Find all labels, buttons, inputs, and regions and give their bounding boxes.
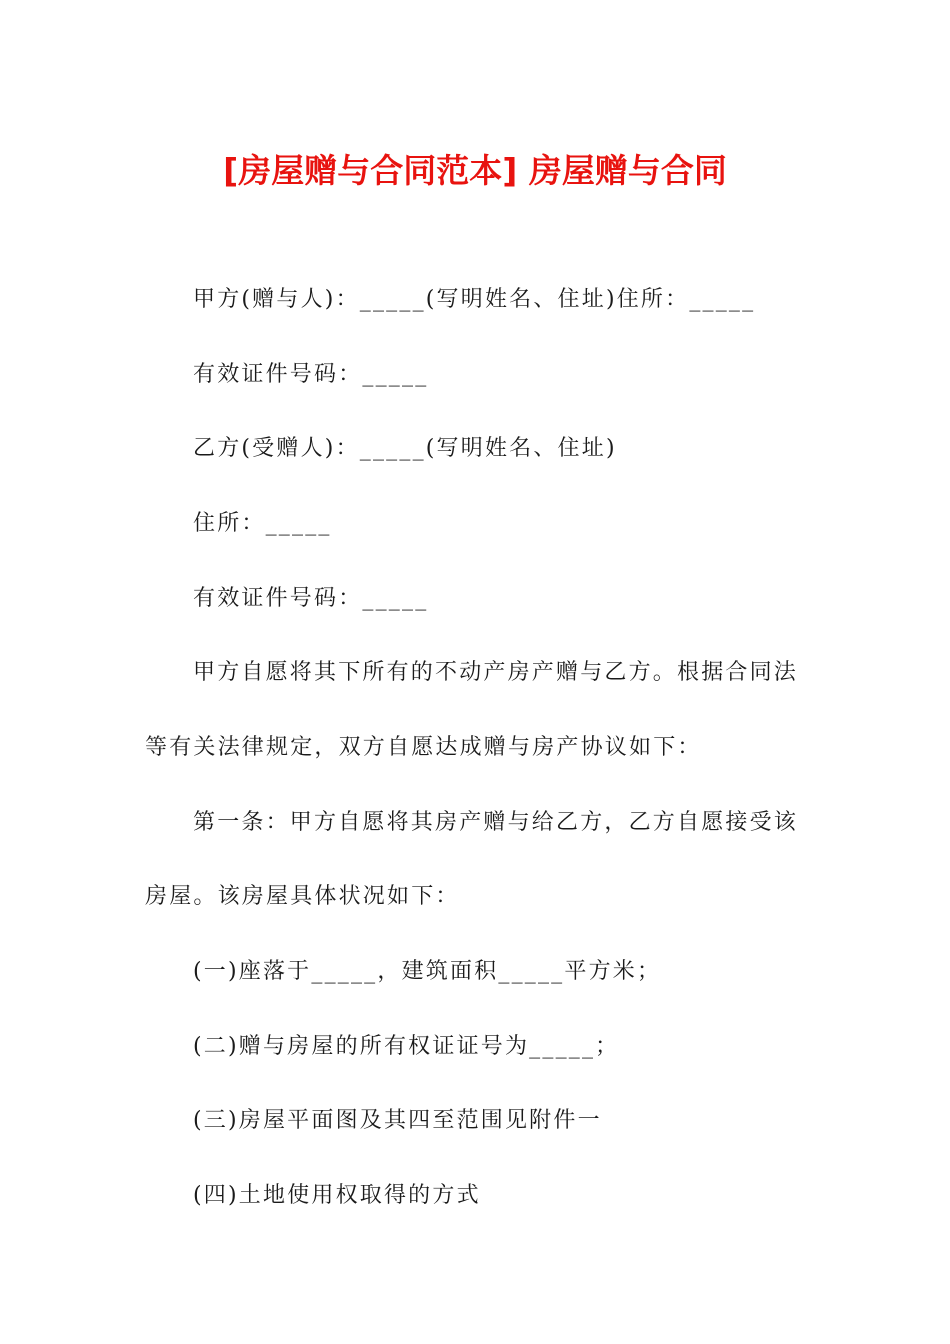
clause-3-line: (三)房屋平面图及其四至范围见附件一 bbox=[193, 1108, 602, 1133]
clause-2-line: (二)赠与房屋的所有权证证号为_____； bbox=[193, 1034, 620, 1059]
party-a-line: 甲方(赠与人)：_____(写明姓名、住址)住所：_____ bbox=[193, 287, 756, 312]
party-b-address-line: 住所：_____ bbox=[193, 511, 332, 536]
party-b-line: 乙方(受赠人)：_____(写明姓名、住址) bbox=[193, 436, 617, 461]
article-one-line-2: 房屋。该房屋具体状况如下： bbox=[145, 884, 460, 909]
document-title: [房屋赠与合同范本] 房屋赠与合同 bbox=[223, 151, 727, 190]
party-a-id-line: 有效证件号码：_____ bbox=[193, 362, 429, 387]
article-one-line-1: 第一条：甲方自愿将其房产赠与给乙方，乙方自愿接受该 bbox=[193, 810, 799, 835]
clause-1-line: (一)座落于_____，建筑面积_____平方米； bbox=[193, 959, 662, 984]
party-b-id-line: 有效证件号码：_____ bbox=[193, 586, 429, 611]
clause-4-line: (四)土地使用权取得的方式 bbox=[193, 1183, 481, 1208]
preamble-line-1: 甲方自愿将其下所有的不动产房产赠与乙方。根据合同法 bbox=[193, 660, 799, 685]
preamble-line-2: 等有关法律规定，双方自愿达成赠与房产协议如下： bbox=[145, 735, 702, 760]
